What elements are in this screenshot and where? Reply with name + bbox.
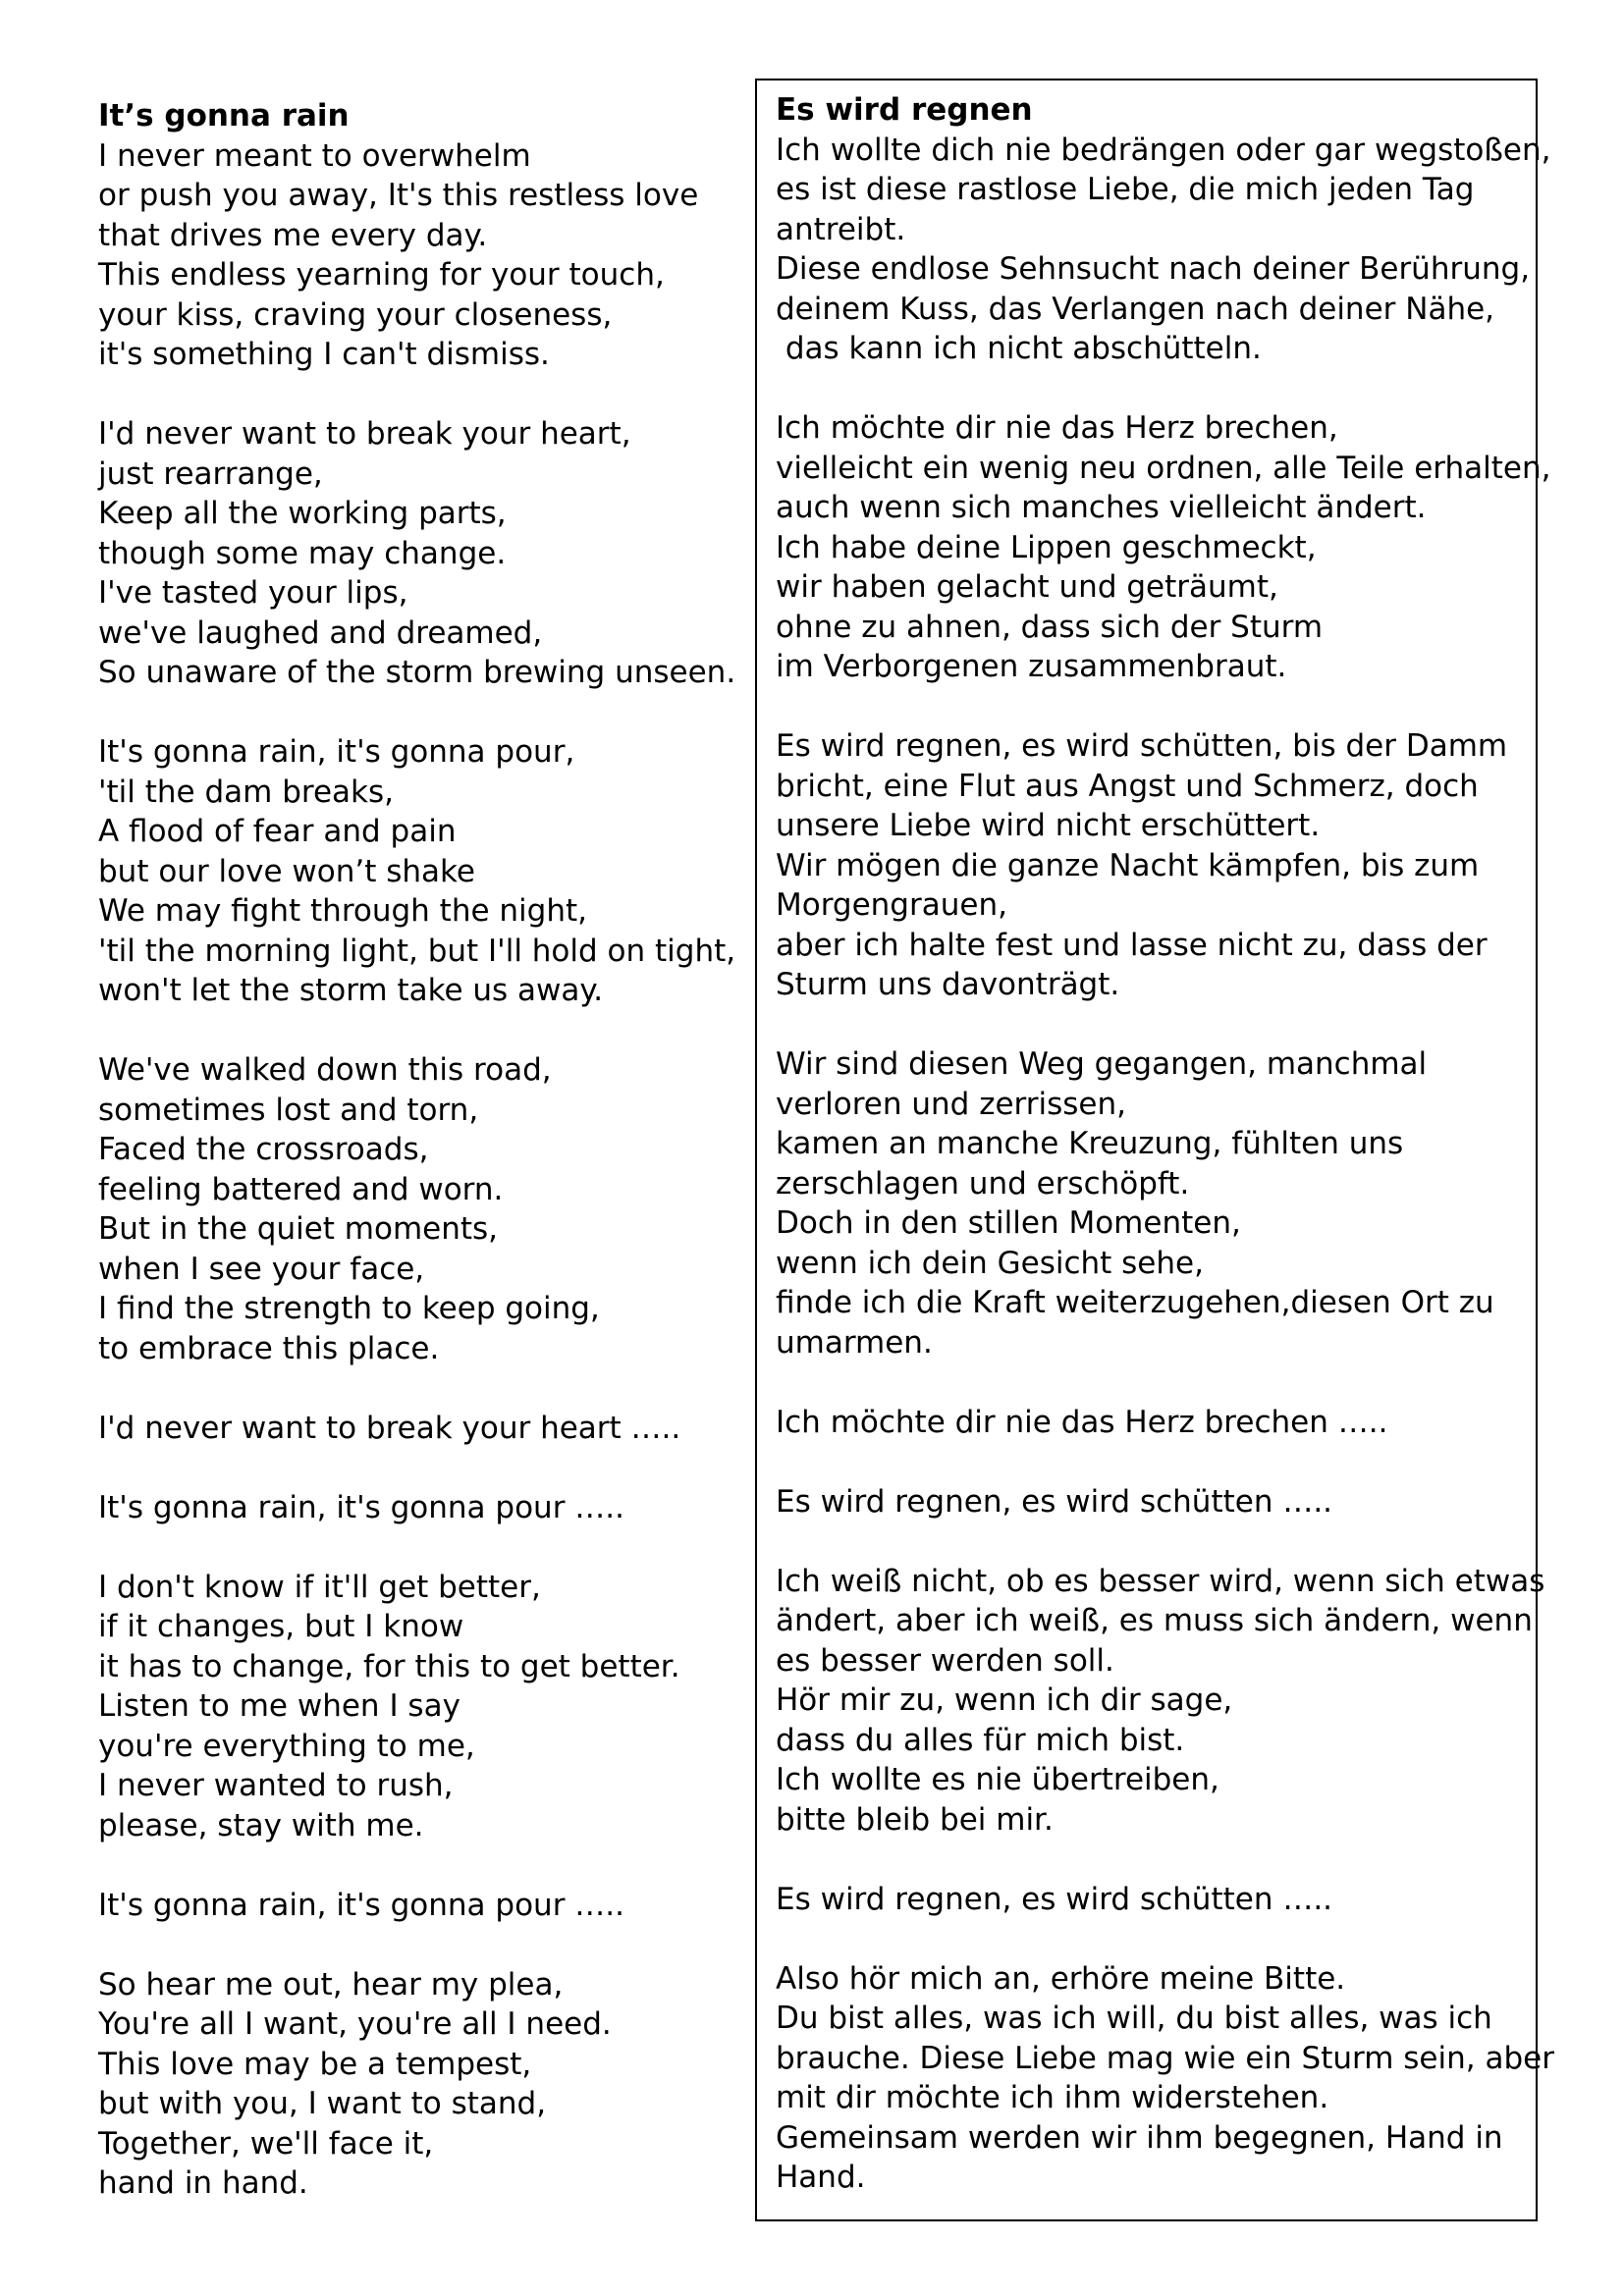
lyric-line: A flood of fear and pain [98, 814, 457, 849]
lyric-line: I never wanted to rush, [98, 1768, 454, 1803]
lyric-line: brauche. Diese Liebe mag wie ein Sturm sein, aber [776, 2040, 1554, 2076]
german-title: Es wird regnen [776, 92, 1033, 128]
lyric-line: So unaware of the storm brewing unseen. [98, 655, 736, 690]
german-lines [776, 131, 1554, 2198]
lyric-line: zerschlagen und erschöpft. [776, 1165, 1190, 1201]
english-lyrics-column [98, 96, 746, 2204]
lyric-line: Ich wollte es nie übertreiben, [776, 1762, 1219, 1797]
lyric-line: I never meant to overwhelm [98, 137, 531, 174]
lyric-line: that drives me every day. [98, 217, 488, 253]
stanza-break [98, 1845, 746, 1886]
lyric-line: So hear me out, hear my plea, [98, 1966, 564, 2002]
stanza-break [98, 1448, 746, 1488]
lyric-line: I've tasted your lips, [98, 575, 408, 611]
lyric-line: Faced the crossroads, [98, 1132, 429, 1167]
lyric-line: Ich habe deine Lippen geschmeckt, [776, 529, 1317, 565]
stanza-break [98, 375, 746, 415]
lyric-line: auch wenn sich manches vielleicht ändert. [776, 490, 1427, 525]
lyric-line: you're everything to me, [98, 1728, 475, 1764]
lyric-line: Du bist alles, was ich will, du bist alles, was ich [776, 2001, 1492, 2036]
lyric-line: aber ich halte fest und lasse nicht zu, dass der [776, 927, 1488, 963]
lyric-line: I don't know if it'll get better, [98, 1569, 541, 1605]
english-title: It’s gonna rain [98, 98, 350, 133]
lyric-line: dass du alles für mich bist. [776, 1722, 1185, 1758]
lyric-line: 'til the dam breaks, [98, 774, 394, 810]
lyric-line: This love may be a tempest, [98, 2046, 532, 2082]
lyric-line: Listen to me when I say [98, 1688, 460, 1724]
english-lines [98, 136, 746, 2204]
lyric-line: bitte bleib bei mir. [776, 1801, 1054, 1838]
lyric-line: es besser werden soll. [776, 1642, 1114, 1679]
lyric-line: when I see your face, [98, 1251, 425, 1287]
stanza-break [776, 1840, 1532, 1880]
stanza-break [776, 1919, 1532, 1959]
lyric-line: You're all I want, you're all I need. [98, 2006, 612, 2042]
lyric-line: we've laughed and dreamed, [98, 614, 543, 651]
lyric-line: to embrace this place. [98, 1330, 440, 1366]
lyric-line: Ich wollte dich nie bedrängen oder gar wegstoßen, [776, 132, 1551, 168]
lyric-line: das kann ich nicht abschütteln. [776, 331, 1262, 366]
lyric-line: Wir mögen die ganze Nacht kämpfen, bis zum [776, 847, 1480, 883]
lyric-line: Hand. [776, 2160, 866, 2195]
lyric-line: im Verborgenen zusammenbraut. [776, 649, 1287, 684]
lyric-line: Doch in den stillen Momenten, [776, 1205, 1241, 1241]
lyric-line: antreibt. [776, 211, 906, 247]
lyric-line: Hör mir zu, wenn ich dir sage, [776, 1682, 1233, 1718]
lyric-line: Also hör mich an, erhöre meine Bitte. [776, 1960, 1346, 1997]
lyric-line: please, stay with me. [98, 1807, 424, 1843]
lyric-line: ohne zu ahnen, dass sich der Sturm [776, 609, 1324, 645]
lyric-line: Morgengrauen, [776, 887, 1007, 923]
lyric-line: Ich möchte dir nie das Herz brechen ….. [776, 1404, 1388, 1440]
lyric-line: I'd never want to break your heart ….. [98, 1410, 681, 1446]
lyric-line: kamen an manche Kreuzung, fühlten uns [776, 1126, 1404, 1161]
lyric-line: hand in hand. [98, 2165, 308, 2201]
lyric-line: deinem Kuss, das Verlangen nach deiner Nähe, [776, 291, 1495, 327]
german-lyrics-column [776, 90, 1554, 2198]
lyric-line: Es wird regnen, es wird schütten ….. [776, 1483, 1333, 1520]
lyric-line: Sturm uns davonträgt. [776, 967, 1120, 1002]
lyric-line: But in the quiet moments, [98, 1211, 499, 1247]
stanza-break [776, 1362, 1532, 1403]
stanza-break [98, 693, 746, 733]
lyric-line: sometimes lost and torn, [98, 1092, 479, 1128]
lyric-line: if it changes, but I know [98, 1609, 464, 1644]
lyric-line: It's gonna rain, it's gonna pour ….. [98, 1489, 625, 1525]
lyric-line: wir haben gelacht und geträumt, [776, 569, 1278, 605]
lyric-line: but our love won’t shake [98, 853, 475, 889]
lyric-line: but with you, I want to stand, [98, 2086, 547, 2121]
lyric-line: Wir sind diesen Weg gegangen, manchmal [776, 1046, 1428, 1082]
lyric-line: Es wird regnen, es wird schütten, bis der Damm [776, 728, 1508, 764]
lyric-line: ändert, aber ich weiß, es muss sich ändern, wenn [776, 1603, 1533, 1638]
lyric-line: your kiss, craving your closeness, [98, 296, 613, 333]
stanza-break [98, 1527, 746, 1568]
lyric-line: feeling battered and worn. [98, 1171, 504, 1207]
stanza-break [98, 1011, 746, 1051]
lyric-line: This endless yearning for your touch, [98, 257, 665, 293]
lyric-line: unsere Liebe wird nicht erschüttert. [776, 808, 1321, 843]
lyric-line: verloren und zerrissen, [776, 1086, 1126, 1122]
lyric-line: I'd never want to break your heart, [98, 416, 631, 452]
lyric-line: It's gonna rain, it's gonna pour ….. [98, 1887, 625, 1923]
lyric-line: vielleicht ein wenig neu ordnen, alle Teile erhalten, [776, 450, 1551, 486]
stanza-break [776, 369, 1532, 409]
lyric-line: es ist diese rastlose Liebe, die mich jeden Tag [776, 172, 1475, 207]
lyric-line: It's gonna rain, it's gonna pour, [98, 734, 575, 770]
lyric-line: finde ich die Kraft weiterzugehen,diesen Ort zu [776, 1285, 1494, 1320]
lyric-line: Ich weiß nicht, ob es besser wird, wenn sich etwas [776, 1563, 1545, 1599]
lyric-line: umarmen. [776, 1324, 933, 1361]
lyric-line: Gemeinsam werden wir ihm begegnen, Hand in [776, 2119, 1503, 2156]
lyric-line: it's something I can't dismiss. [98, 337, 550, 372]
lyric-line: just rearrange, [98, 455, 323, 492]
lyric-line: won't let the storm take us away. [98, 973, 604, 1008]
lyric-line: mit dir möchte ich ihm widerstehen. [776, 2080, 1329, 2115]
lyric-line: I find the strength to keep going, [98, 1291, 600, 1326]
stanza-break [776, 1005, 1532, 1045]
lyric-line: it has to change, for this to get better. [98, 1648, 680, 1684]
stanza-break [776, 687, 1532, 727]
lyric-line: Keep all the working parts, [98, 496, 507, 531]
lyric-line: Diese endlose Sehnsucht nach deiner Berührung, [776, 251, 1531, 287]
lyric-line: though some may change. [98, 535, 507, 571]
lyric-line: Es wird regnen, es wird schütten ….. [776, 1881, 1333, 1917]
lyric-line: Together, we'll face it, [98, 2125, 434, 2162]
lyric-line: We may fight through the night, [98, 893, 587, 929]
lyric-line: bricht, eine Flut aus Angst und Schmerz, doch [776, 768, 1479, 804]
lyric-line: wenn ich dein Gesicht sehe, [776, 1245, 1204, 1281]
stanza-break [776, 1522, 1532, 1562]
stanza-break [776, 1442, 1532, 1482]
lyric-line: 'til the morning light, but I'll hold on tight, [98, 933, 736, 969]
lyric-line: We've walked down this road, [98, 1052, 552, 1088]
lyric-line: or push you away, It's this restless love [98, 178, 699, 213]
stanza-break [98, 1925, 746, 1965]
lyric-line: Ich möchte dir nie das Herz brechen, [776, 410, 1338, 446]
stanza-break [98, 1368, 746, 1409]
